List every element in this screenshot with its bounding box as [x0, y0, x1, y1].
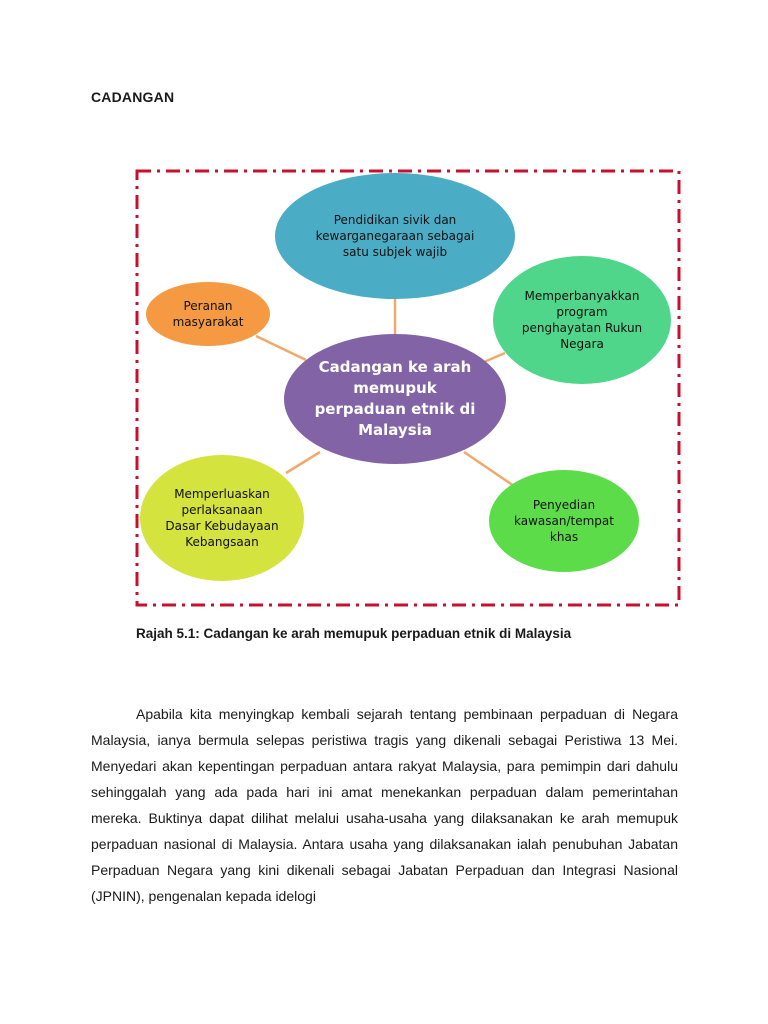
- node-text-line: satu subjek wajib: [342, 245, 448, 259]
- node-top: [275, 173, 515, 299]
- node-center: [284, 334, 506, 464]
- section-heading: CADANGAN: [91, 89, 175, 105]
- node-text-line: Memperbanyakkan: [524, 289, 640, 303]
- connector-lower-left: [286, 452, 320, 473]
- node-text-line: program: [556, 305, 608, 319]
- node-lower-left-text: [165, 486, 278, 550]
- mind-map-diagram: [134, 168, 682, 608]
- node-text-line: Dasar Kebudayaan: [165, 519, 279, 533]
- node-lower-right-text: [514, 497, 614, 545]
- node-text-line: Penyedian: [532, 498, 596, 512]
- node-text-line: kewarganegaraan sebagai: [315, 229, 475, 243]
- node-text-line: perlaksanaan: [181, 503, 263, 517]
- node-lower-left: [140, 455, 304, 581]
- node-text-line: penghayatan Rukun: [521, 321, 643, 335]
- node-text-line: Peranan: [183, 299, 233, 313]
- node-text-line: kawasan/tempat: [514, 514, 614, 528]
- node-upper-left-text: [173, 298, 244, 330]
- center-text-line: perpaduan etnik di: [314, 400, 476, 418]
- connector-upper-right: [484, 353, 505, 362]
- center-text-line: memupuk: [353, 379, 437, 397]
- center-text-line: Cadangan ke arah: [318, 358, 472, 376]
- body-paragraph: Apabila kita menyingkap kembali sejarah tentang pembinaan perpaduan di Negara Malaysia, ianya bermula selepas peristiwa tragis yang dikenali sebagai Peristiwa 13 Mei. Menyedari akan kepentingan perpaduan antara rakyat Malaysia, para pemimpin dari dahulu sehinggalah yang ada pada hari ini amat menekankan perpaduan dalam pemerintahan mereka. Buktinya dapat dilihat melalui usaha-usaha yang dilaksanakan ke arah memupuk perpaduan nasional di Malaysia. Antara usaha yang dilaksanakan ialah penubuhan Jabatan Perpaduan Negara yang kini dikenali sebagai Jabatan Perpaduan dan Integrasi Nasional (JPNIN), pengenalan kepada idelogi: [91, 706, 678, 904]
- node-text-line: khas: [549, 530, 579, 544]
- node-text-line: Kebangsaan: [185, 535, 259, 549]
- node-text-line: masyarakat: [172, 315, 244, 329]
- figure-caption: Rajah 5.1: Cadangan ke arah memupuk perpaduan etnik di Malaysia: [136, 626, 572, 641]
- node-lower-right: [489, 470, 639, 572]
- node-upper-right: [493, 256, 671, 384]
- node-upper-left: [146, 282, 270, 346]
- connector-upper-left: [256, 336, 306, 360]
- node-top-text: [316, 212, 475, 260]
- node-upper-right-text: [522, 288, 642, 352]
- connector-lower-right: [464, 452, 514, 486]
- node-text-line: Negara: [560, 337, 604, 351]
- node-center-text: [315, 357, 476, 441]
- node-text-line: Memperluaskan: [174, 487, 270, 501]
- center-text-line: Malaysia: [358, 421, 432, 439]
- node-text-line: Pendidikan sivik dan: [333, 213, 457, 227]
